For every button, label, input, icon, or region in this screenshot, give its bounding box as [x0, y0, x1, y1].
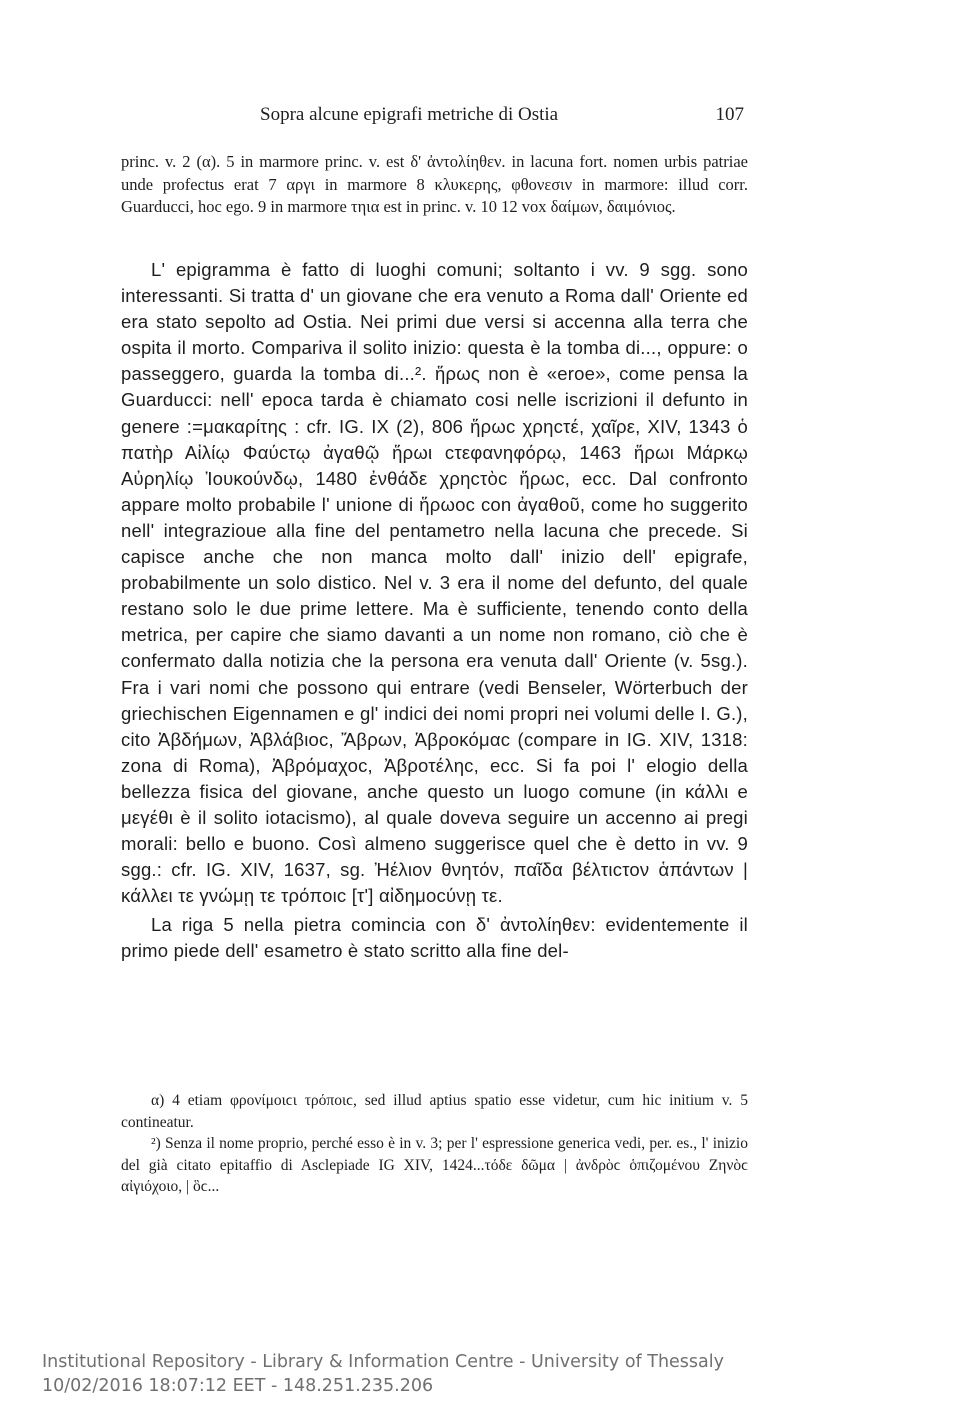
- footnote-a: α) 4 etiam φρονίμοιϲι τρόποιϲ, sed illud aptius spatio esse videtur, cum hic initium v. 5 contineatur.: [121, 1092, 748, 1131]
- access-timestamp-line: 10/02/2016 18:07:12 EET - 148.251.235.206: [42, 1376, 434, 1396]
- critical-apparatus: [121, 151, 748, 219]
- body-paragraph-1: L' epigramma è fatto di luoghi comuni; soltanto i vv. 9 sgg. sono interessanti. Si tratta d' un giovane che era venuto a Roma dall' Oriente ed era stato sepolto ad Ostia. Nei primi due versi si accenna alla terra che ospita il morto. Compariva il solito inizio: questa è la tomba di..., oppure: o passeggero, guarda la tomba di...². ἥρως non è «eroe», come pensa la Guarducci: nell' epoca tarda è chiamato cosi nelle iscrizioni il defunto in genere :=μακαρίτης : cfr. IG. IX (2), 806 ἥρωϲ χρηϲτέ, χαῖρε, XIV, 1343 ὁ πατὴρ Αἰλίῳ Φαύϲτῳ ἀγαθῷ ἥρωι ϲτεφανηφόρῳ, 1463 ἥρωι Μάρκῳ Αὐρηλίῳ Ἰουκούνδῳ, 1480 ἐνθάδε χρηϲτὸϲ ἥρωϲ, ecc. Dal confronto appare molto probabile l' unione di ἥρωοϲ con ἀγαθοῦ, come ho suggerito nell' integrazioue alla fine del pentametro nella lacuna che precede. Si capisce anche che non manca molto dall' inizio dell' epigrafe, probabilmente un solo distico. Nel v. 3 era il nome del defunto, del quale restano solo le due prime lettere. Ma è sufficiente, tenendo conto della metrica, per capire che siamo davanti a un nome non romano, ciò che è confermato dalla notizia che la persona era venuta dall' Oriente (v. 5sg.). Fra i vari nomi che possono qui entrare (vedi Benseler, Wörterbuch der griechischen Eigennamen e gl' indici dei nomi propri nei volumi delle I. G.), cito Ἀβδήμων, Ἀβλάβιοϲ, Ἄβρων, Ἁβροκόμαϲ (compare in IG. XIV, 1318: zona di Roma), Ἀβρόμαχοϲ, Ἀβροτέληϲ, ecc. Si fa poi l' elogio della bellezza fisica del giovane, anche questo un luogo comune (in κάλλι e μεγέθι è il solito iotacismo), al quale doveva seguire un accenno ai pregi morali: bello e buono. Così almeno suggerisce quel che è detto in vv. 9 sgg.: cfr. IG. XIV, 1637, sg. Ἠέλιον θνητόν, παῖδα βέλτιϲτον ἁπάντων | κάλλει τε γνώμῃ τε τρόποιϲ [τ'] αἰδημοϲύνῃ τε.: [121, 259, 748, 907]
- running-header: [260, 104, 744, 132]
- body-paragraph-2: La riga 5 nella pietra comincia con δ' ἀντολίηθεν: evidentemente il primo piede dell' esametro è stato scritto alla fine del-: [121, 914, 748, 962]
- running-title: Sopra alcune epigrafi metriche di Ostia: [260, 104, 559, 125]
- main-text: [121, 257, 748, 965]
- footnote-2: ²) Senza il nome proprio, perché esso è in v. 3; per l' espressione generica vedi, per. es., l' inizio del già citato epitaffio di Asclepiade IG XIV, 1424...τόδε δῶμα | ἀνδρὸϲ ὁπιζομένου Ζηνὸϲ αἰγιόχοιο, | ὃϲ...: [121, 1135, 748, 1195]
- repository-watermark: [42, 1350, 724, 1398]
- repository-line: Institutional Repository - Library & Information Centre - University of Thessaly: [42, 1352, 724, 1372]
- footnotes: [121, 1090, 748, 1198]
- page-number: 107: [715, 104, 744, 125]
- apparatus-text: princ. v. 2 (α). 5 in marmore princ. v. est δ' ἀντολίηθεν. in lacuna fort. nomen urbis patriae unde profectus erat 7 αργι in marmore 8 κλυκερης, φθονεσιν in marmore: illud corr. Guarducci, hoc ego. 9 in marmore τηια est in princ. v. 10 12 vox δαίμων, δαιμόνιος.: [121, 152, 748, 216]
